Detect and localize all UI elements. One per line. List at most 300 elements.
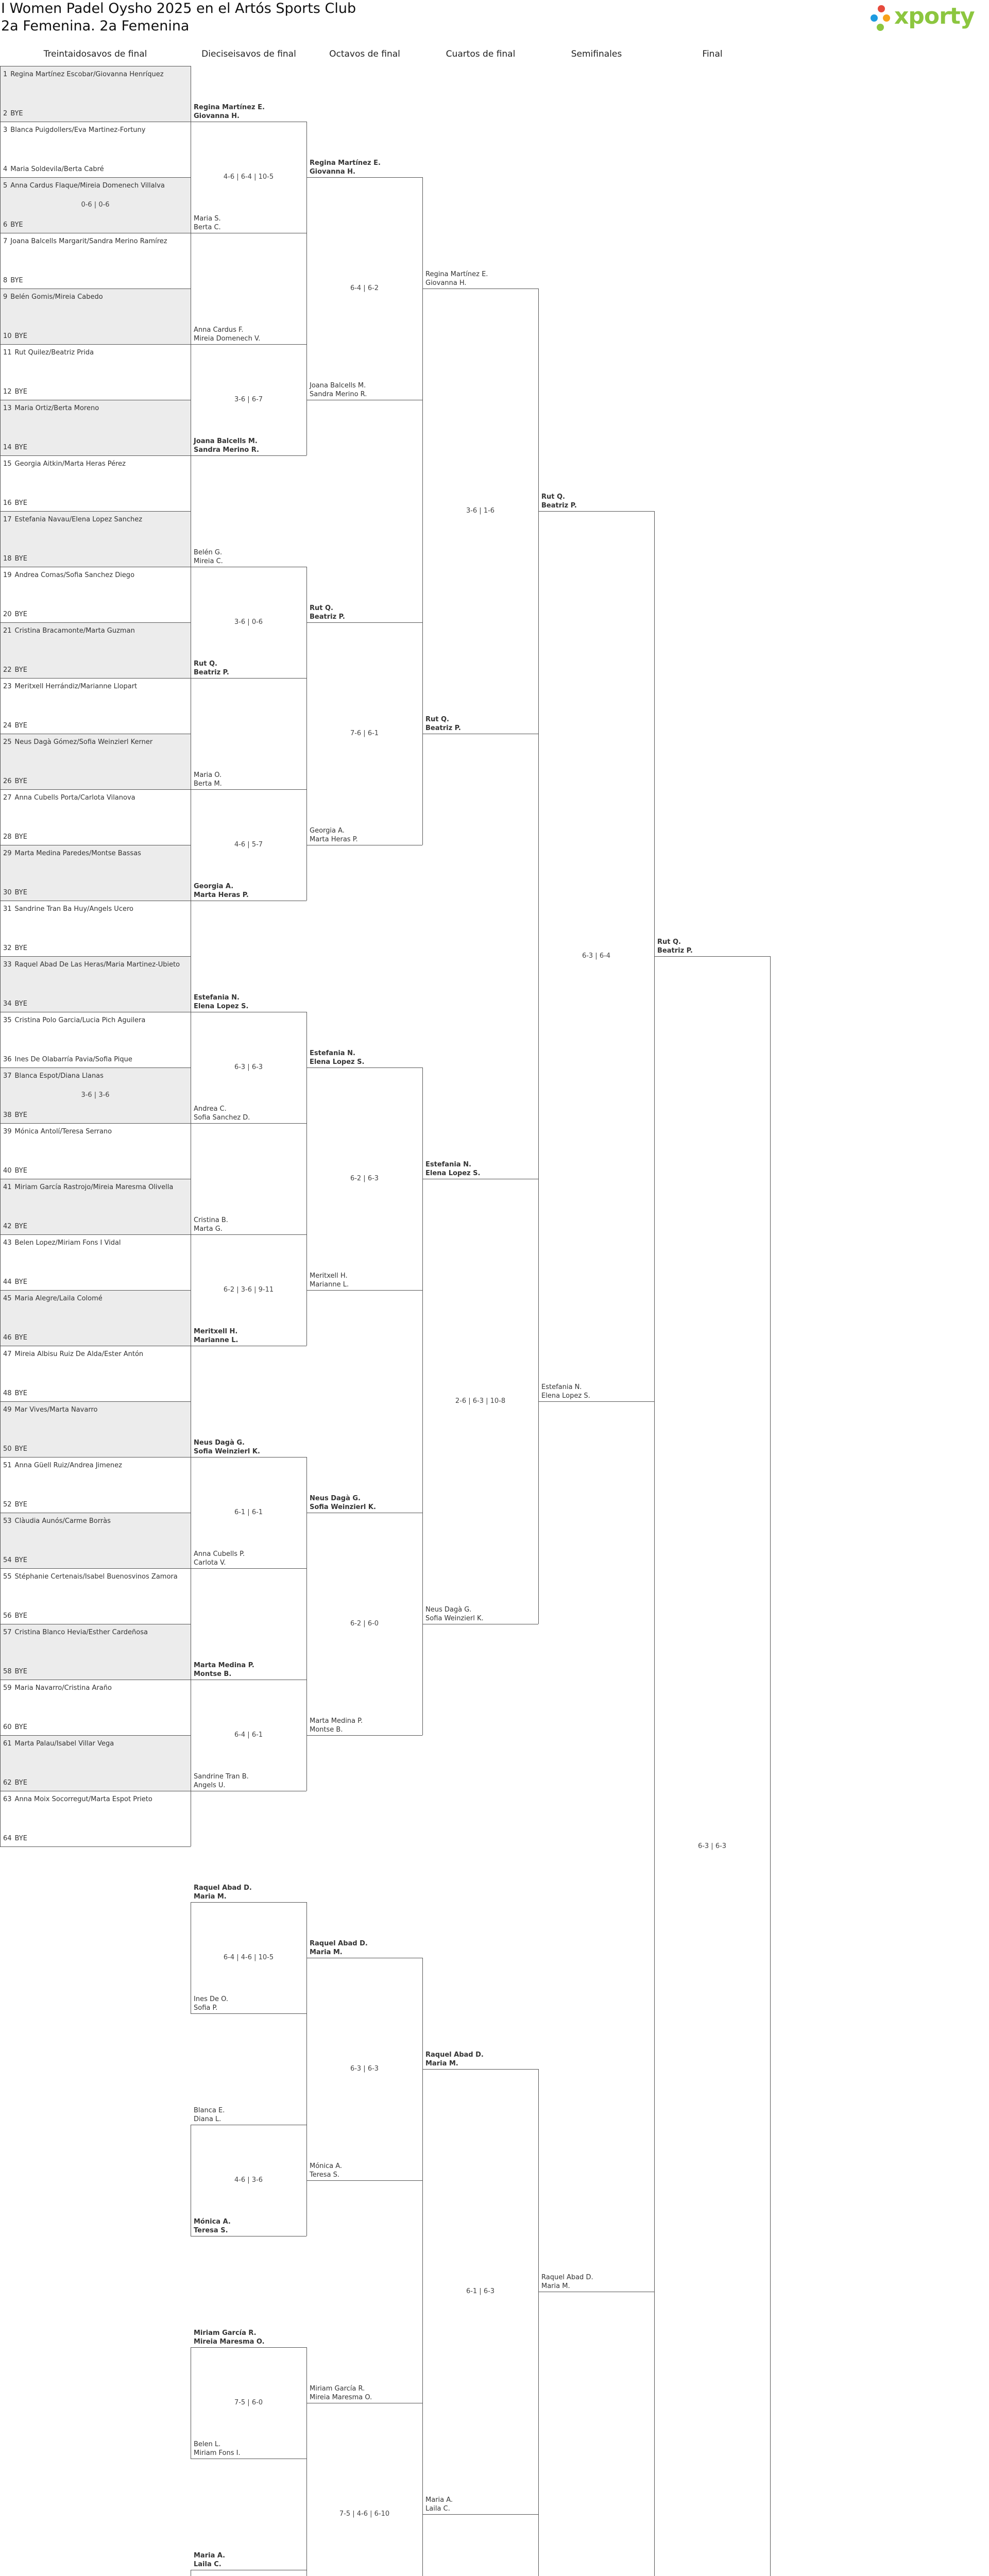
slot-divider <box>0 1457 191 1458</box>
player-name: Sandra Merino R. <box>194 446 259 454</box>
bye-label: BYE <box>10 221 23 229</box>
seed-number: 49 <box>3 1406 12 1414</box>
r64-entry[interactable] <box>3 1072 104 1080</box>
r16-team-a[interactable] <box>310 1494 376 1512</box>
r64-entry[interactable] <box>3 1500 27 1509</box>
player-name: Elena Lopez S. <box>194 1003 249 1010</box>
player-name: Mireia Maresma O. <box>194 2338 265 2346</box>
team-name: Marta Palau/Isabel Villar Vega <box>14 1740 114 1748</box>
team-name: Mar Vives/Marta Navarro <box>14 1406 98 1414</box>
r64-entry[interactable] <box>3 181 165 190</box>
r32-team-a[interactable] <box>194 1661 254 1679</box>
r64-entry[interactable] <box>3 999 27 1008</box>
seed-number: 51 <box>3 1462 12 1469</box>
tournament-title <box>1 0 356 35</box>
player-name: Rut Q. <box>657 938 681 946</box>
r64-entry[interactable] <box>3 348 94 357</box>
match-score: 3-6 | 3-6 <box>81 1091 110 1099</box>
player-name: Mónica A. <box>194 2218 231 2226</box>
r64-entry[interactable] <box>3 888 27 897</box>
r32-team-b[interactable] <box>194 2217 231 2235</box>
r32-score: 6-2 | 3-6 | 9-11 <box>223 1286 274 1294</box>
r32-team-b[interactable] <box>194 2440 241 2458</box>
player-name: Georgia A. <box>194 883 234 890</box>
bracket-line <box>191 2013 306 2014</box>
r64-entry[interactable] <box>3 276 23 285</box>
player-name: Mireia C. <box>194 557 223 565</box>
r32-team-b[interactable] <box>194 437 259 454</box>
r32-score: 6-3 | 6-3 <box>234 1063 263 1071</box>
bracket-line <box>538 511 654 512</box>
r64-entry[interactable] <box>3 221 23 229</box>
r32-team-b[interactable] <box>194 214 221 232</box>
team-name: Sandrine Tran Ba Huy/Angels Ucero <box>14 905 133 913</box>
r16-team-a[interactable] <box>310 2384 372 2402</box>
qf-team-b[interactable] <box>425 715 461 733</box>
r64-entry[interactable] <box>3 626 135 635</box>
seed-number: 53 <box>3 1517 12 1525</box>
player-name: Maria M. <box>425 2060 458 2067</box>
r16-score: 6-4 | 6-2 <box>350 284 379 292</box>
player-name: Belen L. <box>194 2441 221 2448</box>
team-name: Maria Ortiz/Berta Moreno <box>14 404 99 412</box>
r64-entry[interactable] <box>3 682 137 691</box>
seed-number: 57 <box>3 1629 12 1636</box>
bracket-line <box>191 1902 306 1903</box>
sf-team-a[interactable] <box>541 2273 593 2291</box>
r32-team-a[interactable] <box>194 1216 228 1233</box>
player-name: Beatriz P. <box>657 947 693 955</box>
r64-entry[interactable] <box>3 571 134 580</box>
bye-label: BYE <box>14 388 27 396</box>
player-name: Anna Cubells P. <box>194 1550 245 1558</box>
r64-entry[interactable] <box>3 905 133 913</box>
logo-dot-blue <box>871 14 878 22</box>
xporty-logo[interactable] <box>871 3 989 34</box>
player-name: Miriam Fons I. <box>194 2449 241 2457</box>
slot-divider <box>0 1067 191 1068</box>
player-name: Giovanna H. <box>310 168 355 176</box>
seed-number: 35 <box>3 1016 12 1024</box>
player-name: Estefania N. <box>425 1161 471 1168</box>
bracket-line <box>654 956 770 957</box>
player-name: Maria M. <box>310 1948 343 1956</box>
player-name: Sofia Sanchez D. <box>194 1114 250 1122</box>
r16-team-a[interactable] <box>310 159 381 176</box>
r16-team-b[interactable] <box>310 1717 363 1734</box>
seed-number: 30 <box>3 889 12 896</box>
bracket-line <box>306 177 422 178</box>
seed-number: 46 <box>3 1334 12 1342</box>
r64-entry[interactable] <box>3 1834 27 1843</box>
seed-number: 62 <box>3 1779 12 1787</box>
seed-number: 10 <box>3 332 12 340</box>
title-line-2: 2a Femenina. 2a Femenina <box>1 18 190 34</box>
r32-team-b[interactable] <box>194 1550 245 1567</box>
r32-team-b[interactable] <box>194 1772 249 1790</box>
r32-team-a[interactable] <box>194 2329 265 2346</box>
player-name: Joana Balcells M. <box>310 382 366 389</box>
bye-label: BYE <box>14 1612 27 1620</box>
player-name: Estefania N. <box>194 994 240 1002</box>
player-name: Giovanna H. <box>425 279 467 287</box>
qf-team-b[interactable] <box>425 1605 484 1623</box>
seed-number: 54 <box>3 1556 12 1564</box>
player-name: Mireia Domenech V. <box>194 335 261 343</box>
seed-number: 43 <box>3 1239 12 1247</box>
r64-entry[interactable] <box>3 1055 132 1064</box>
r64-entry[interactable] <box>3 1166 27 1175</box>
r32-score: 6-1 | 6-1 <box>234 1509 263 1516</box>
player-name: Marianne L. <box>194 1336 238 1344</box>
sf-team-b[interactable] <box>541 1383 590 1400</box>
r64-entry[interactable] <box>3 1016 145 1025</box>
bracket-line <box>538 2292 539 2576</box>
r64-entry[interactable] <box>3 1333 27 1342</box>
r32-team-b[interactable] <box>194 1995 228 2012</box>
player-name: Rut Q. <box>541 493 565 501</box>
seed-number: 64 <box>3 1835 12 1842</box>
r64-entry[interactable] <box>3 1572 178 1581</box>
bracket-line <box>191 1123 306 1124</box>
seed-number: 5 <box>3 182 8 190</box>
seed-number: 3 <box>3 126 8 134</box>
r64-entry[interactable] <box>3 1183 173 1192</box>
slot-divider <box>0 344 191 345</box>
r64-entry[interactable] <box>3 721 27 730</box>
qf-score: 3-6 | 1-6 <box>466 507 495 515</box>
r64-entry[interactable] <box>3 610 27 619</box>
r64-entry[interactable] <box>3 293 103 301</box>
bye-label: BYE <box>14 833 27 841</box>
r32-team-a[interactable] <box>194 1884 252 1901</box>
player-name: Mireia Maresma O. <box>310 2394 372 2401</box>
bye-label: BYE <box>14 444 27 451</box>
seed-number: 14 <box>3 444 12 451</box>
bracket-line <box>306 2180 422 2181</box>
logo-dot-red <box>878 5 885 12</box>
player-name: Maria O. <box>194 771 222 779</box>
qf-score: 6-1 | 6-3 <box>466 2287 495 2295</box>
slot-divider <box>0 1123 191 1124</box>
r32-score: 7-5 | 6-0 <box>234 2399 263 2406</box>
team-name: Joana Balcells Margarit/Sandra Merino Ramírez <box>10 238 167 245</box>
r32-team-a[interactable] <box>194 103 265 121</box>
logo-dot-orange <box>883 14 890 22</box>
r64-entry[interactable] <box>3 1667 27 1676</box>
bracket-line <box>306 1067 422 1068</box>
team-name: Anna Güell Ruiz/Andrea Jimenez <box>14 1462 122 1469</box>
r64-entry[interactable] <box>3 109 23 118</box>
final-team-a[interactable] <box>657 938 693 955</box>
bye-label: BYE <box>14 1723 27 1731</box>
r64-entry[interactable] <box>3 1294 103 1303</box>
seed-number: 42 <box>3 1223 12 1230</box>
seed-number: 1 <box>3 71 8 78</box>
seed-number: 16 <box>3 499 12 507</box>
slot-divider <box>0 1401 191 1402</box>
bye-label: BYE <box>14 332 27 340</box>
player-name: Maria A. <box>194 2552 226 2560</box>
r32-score: 3-6 | 0-6 <box>234 618 263 626</box>
r64-entry[interactable] <box>3 237 167 246</box>
player-name: Regina Martínez E. <box>425 270 488 278</box>
r32-team-a[interactable] <box>194 771 222 788</box>
bye-label: BYE <box>14 1278 27 1286</box>
bye-label: BYE <box>14 1389 27 1397</box>
slot-divider <box>0 678 191 679</box>
round-header: Octavos de final <box>329 49 400 59</box>
r64-entry[interactable] <box>3 738 152 747</box>
r16-team-a[interactable] <box>310 604 345 621</box>
player-name: Montse B. <box>310 1726 343 1734</box>
r32-team-a[interactable] <box>194 548 223 566</box>
r32-team-b[interactable] <box>194 882 249 900</box>
team-name: Estefania Navau/Elena Lopez Sanchez <box>14 516 143 523</box>
player-name: Sofia Weinzierl K. <box>194 1448 260 1455</box>
r64-entry[interactable] <box>3 1612 27 1620</box>
r64-entry[interactable] <box>3 849 141 858</box>
r16-team-a[interactable] <box>310 1939 368 1957</box>
bye-label: BYE <box>14 1668 27 1675</box>
player-name: Marta G. <box>194 1225 223 1233</box>
r32-team-b[interactable] <box>194 1105 250 1122</box>
bye-label: BYE <box>14 1111 27 1119</box>
seed-number: 44 <box>3 1278 12 1286</box>
player-name: Neus Dagà G. <box>310 1495 361 1502</box>
team-name: Raquel Abad De Las Heras/Maria Martinez-Ubieto <box>14 961 180 969</box>
team-name: Stéphanie Certenais/Isabel Buenosvinos Zamora <box>14 1573 178 1581</box>
bracket-line <box>538 1401 654 1402</box>
bracket-line <box>422 2069 538 2070</box>
player-name: Sofia Weinzierl K. <box>310 1503 376 1511</box>
r32-team-a[interactable] <box>194 1438 260 1456</box>
bracket-line <box>191 678 306 679</box>
title-line-1: I Women Padel Oysho 2025 en el Artós Sports Club <box>1 1 356 16</box>
bracket-line <box>191 1457 306 1458</box>
seed-number: 24 <box>3 722 12 730</box>
bye-label: BYE <box>14 1445 27 1453</box>
seed-number: 19 <box>3 571 12 579</box>
r64-entry[interactable] <box>3 332 27 341</box>
r64-entry[interactable] <box>3 387 27 396</box>
seed-number: 61 <box>3 1740 12 1748</box>
player-name: Anna Cardus F. <box>194 326 244 334</box>
r64-entry[interactable] <box>3 126 145 134</box>
r64-entry[interactable] <box>3 70 164 79</box>
r32-score: 4-6 | 6-4 | 10-5 <box>223 173 274 181</box>
qf-team-a[interactable] <box>425 2050 484 2068</box>
bye-label: BYE <box>10 110 23 117</box>
match-score: 0-6 | 0-6 <box>81 201 110 209</box>
column-border <box>0 66 1 1846</box>
r64-entry[interactable] <box>3 404 99 413</box>
slot-divider <box>0 789 191 790</box>
r16-team-b[interactable] <box>310 381 367 399</box>
bye-label: BYE <box>14 1000 27 1008</box>
bracket-line <box>422 2514 538 2515</box>
seed-number: 26 <box>3 777 12 785</box>
r64-entry[interactable] <box>3 1127 112 1136</box>
seed-number: 55 <box>3 1573 12 1581</box>
r16-team-a[interactable] <box>310 1049 364 1066</box>
seed-number: 22 <box>3 666 12 674</box>
seed-number: 56 <box>3 1612 12 1620</box>
bye-label: BYE <box>14 1835 27 1842</box>
seed-number: 4 <box>3 165 8 173</box>
bracket-line <box>191 344 306 345</box>
bye-label: BYE <box>14 1223 27 1230</box>
team-name: Blanca Espot/Diana Llanas <box>14 1072 104 1080</box>
seed-number: 60 <box>3 1723 12 1731</box>
slot-divider <box>0 511 191 512</box>
r64-entry[interactable] <box>3 1556 27 1565</box>
r64-entry[interactable] <box>3 1795 152 1804</box>
bye-label: BYE <box>14 777 27 785</box>
seed-number: 39 <box>3 1128 12 1136</box>
seed-number: 28 <box>3 833 12 841</box>
sf-team-a[interactable] <box>541 493 577 510</box>
slot-divider <box>0 1568 191 1569</box>
player-name: Rut Q. <box>425 716 449 723</box>
player-name: Berta C. <box>194 224 221 231</box>
r64-entry[interactable] <box>3 1445 27 1453</box>
team-name: Belen Lopez/Miriam Fons I Vidal <box>14 1239 121 1247</box>
r32-score: 3-6 | 6-7 <box>234 396 263 403</box>
qf-team-a[interactable] <box>425 1160 480 1178</box>
r64-entry[interactable] <box>3 1405 97 1414</box>
r64-entry[interactable] <box>3 1461 122 1470</box>
r64-entry[interactable] <box>3 1628 148 1637</box>
team-name: Maria Soldevila/Berta Cabré <box>10 165 104 173</box>
seed-number: 40 <box>3 1167 12 1175</box>
r64-entry[interactable] <box>3 460 126 468</box>
r64-entry[interactable] <box>3 1111 27 1120</box>
player-name: Miriam García R. <box>310 2385 365 2393</box>
r32-team-a[interactable] <box>194 993 248 1011</box>
r64-entry[interactable] <box>3 960 180 969</box>
player-name: Blanca E. <box>194 2107 225 2114</box>
seed-number: 17 <box>3 516 12 523</box>
round-header: Treintaidosavos de final <box>43 49 147 59</box>
team-name: Miriam García Rastrojo/Mireia Maresma Olivella <box>14 1183 174 1191</box>
player-name: Carlota V. <box>194 1559 226 1567</box>
team-name: Marta Medina Paredes/Montse Bassas <box>14 850 141 857</box>
r32-team-b[interactable] <box>194 1327 238 1345</box>
seed-number: 12 <box>3 388 12 396</box>
r64-entry[interactable] <box>3 1723 27 1732</box>
player-name: Beatriz P. <box>310 613 345 621</box>
seed-number: 33 <box>3 961 12 969</box>
r64-entry[interactable] <box>3 443 27 452</box>
seed-number: 8 <box>3 277 8 284</box>
seed-number: 9 <box>3 293 8 301</box>
slot-divider <box>0 1735 191 1736</box>
r64-entry[interactable] <box>3 165 104 174</box>
player-name: Raquel Abad D. <box>541 2274 593 2281</box>
bye-label: BYE <box>14 1556 27 1564</box>
team-name: Cristina Blanco Hevia/Esther Cardeñosa <box>14 1629 148 1636</box>
player-name: Elena Lopez S. <box>541 1392 590 1400</box>
player-name: Andrea C. <box>194 1105 227 1113</box>
r32-team-b[interactable] <box>194 659 229 677</box>
player-name: Miriam García R. <box>194 2329 257 2337</box>
seed-number: 47 <box>3 1350 12 1358</box>
r64-entry[interactable] <box>3 777 27 786</box>
bye-label: BYE <box>14 944 27 952</box>
r64-entry[interactable] <box>3 944 27 953</box>
seed-number: 63 <box>3 1795 12 1803</box>
r64-entry[interactable] <box>3 1350 143 1359</box>
bracket-line <box>306 1735 422 1736</box>
r64-entry[interactable] <box>3 1739 114 1748</box>
team-name: Anna Cubells Porta/Carlota Vilanova <box>14 794 135 802</box>
r32-team-a[interactable] <box>194 2551 225 2569</box>
r64-entry[interactable] <box>3 1684 112 1692</box>
bye-label: BYE <box>14 722 27 730</box>
r64-entry[interactable] <box>3 499 27 507</box>
sf-score: 6-3 | 6-4 <box>582 952 611 960</box>
r64-entry[interactable] <box>3 554 27 563</box>
player-name: Laila C. <box>194 2561 221 2568</box>
seed-number: 31 <box>3 905 12 913</box>
r16-team-b[interactable] <box>310 2162 342 2179</box>
player-name: Belén G. <box>194 549 223 556</box>
seed-number: 52 <box>3 1501 12 1509</box>
slot-divider <box>0 622 191 623</box>
slot-divider <box>0 956 191 957</box>
qf-team-b[interactable] <box>425 2496 453 2513</box>
player-name: Beatriz P. <box>541 502 577 510</box>
r32-team-a[interactable] <box>194 2106 225 2124</box>
qf-team-a[interactable] <box>425 270 488 287</box>
team-name: Blanca Puigdollers/Eva Martinez-Fortuny <box>10 126 146 134</box>
r32-score: 4-6 | 5-7 <box>234 841 263 849</box>
r32-team-a[interactable] <box>194 326 260 343</box>
seed-number: 23 <box>3 683 12 690</box>
player-name: Rut Q. <box>310 604 333 612</box>
r64-entry[interactable] <box>3 833 27 841</box>
bye-label: BYE <box>14 889 27 896</box>
slot-divider <box>0 455 191 456</box>
player-name: Marta Medina P. <box>310 1717 363 1725</box>
r64-entry[interactable] <box>3 666 27 674</box>
player-name: Georgia A. <box>310 827 345 835</box>
player-name: Meritxell H. <box>194 1328 238 1335</box>
r64-entry[interactable] <box>3 1239 121 1247</box>
seed-number: 21 <box>3 627 12 635</box>
r64-entry[interactable] <box>3 1278 27 1286</box>
r64-entry[interactable] <box>3 1389 27 1398</box>
player-name: Berta M. <box>194 780 222 788</box>
r16-score: 6-3 | 6-3 <box>350 2065 379 2073</box>
round-header: Dieciseisavos de final <box>201 49 296 59</box>
r16-score: 7-5 | 4-6 | 6-10 <box>339 2510 390 2518</box>
r16-team-b[interactable] <box>310 1272 349 1289</box>
r64-entry[interactable] <box>3 793 135 802</box>
r64-entry[interactable] <box>3 1778 27 1787</box>
bye-label: BYE <box>14 1167 27 1175</box>
r64-entry[interactable] <box>3 1517 111 1526</box>
player-name: Raquel Abad D. <box>194 1884 252 1892</box>
player-name: Raquel Abad D. <box>310 1940 368 1947</box>
r16-team-b[interactable] <box>310 826 358 844</box>
player-name: Montse B. <box>194 1670 232 1678</box>
r64-entry[interactable] <box>3 1222 27 1231</box>
team-name: Andrea Comas/Sofia Sanchez Diego <box>14 571 135 579</box>
team-name: Anna Cardus Flaque/Mireia Domenech Villalva <box>10 182 165 190</box>
r64-entry[interactable] <box>3 515 142 524</box>
